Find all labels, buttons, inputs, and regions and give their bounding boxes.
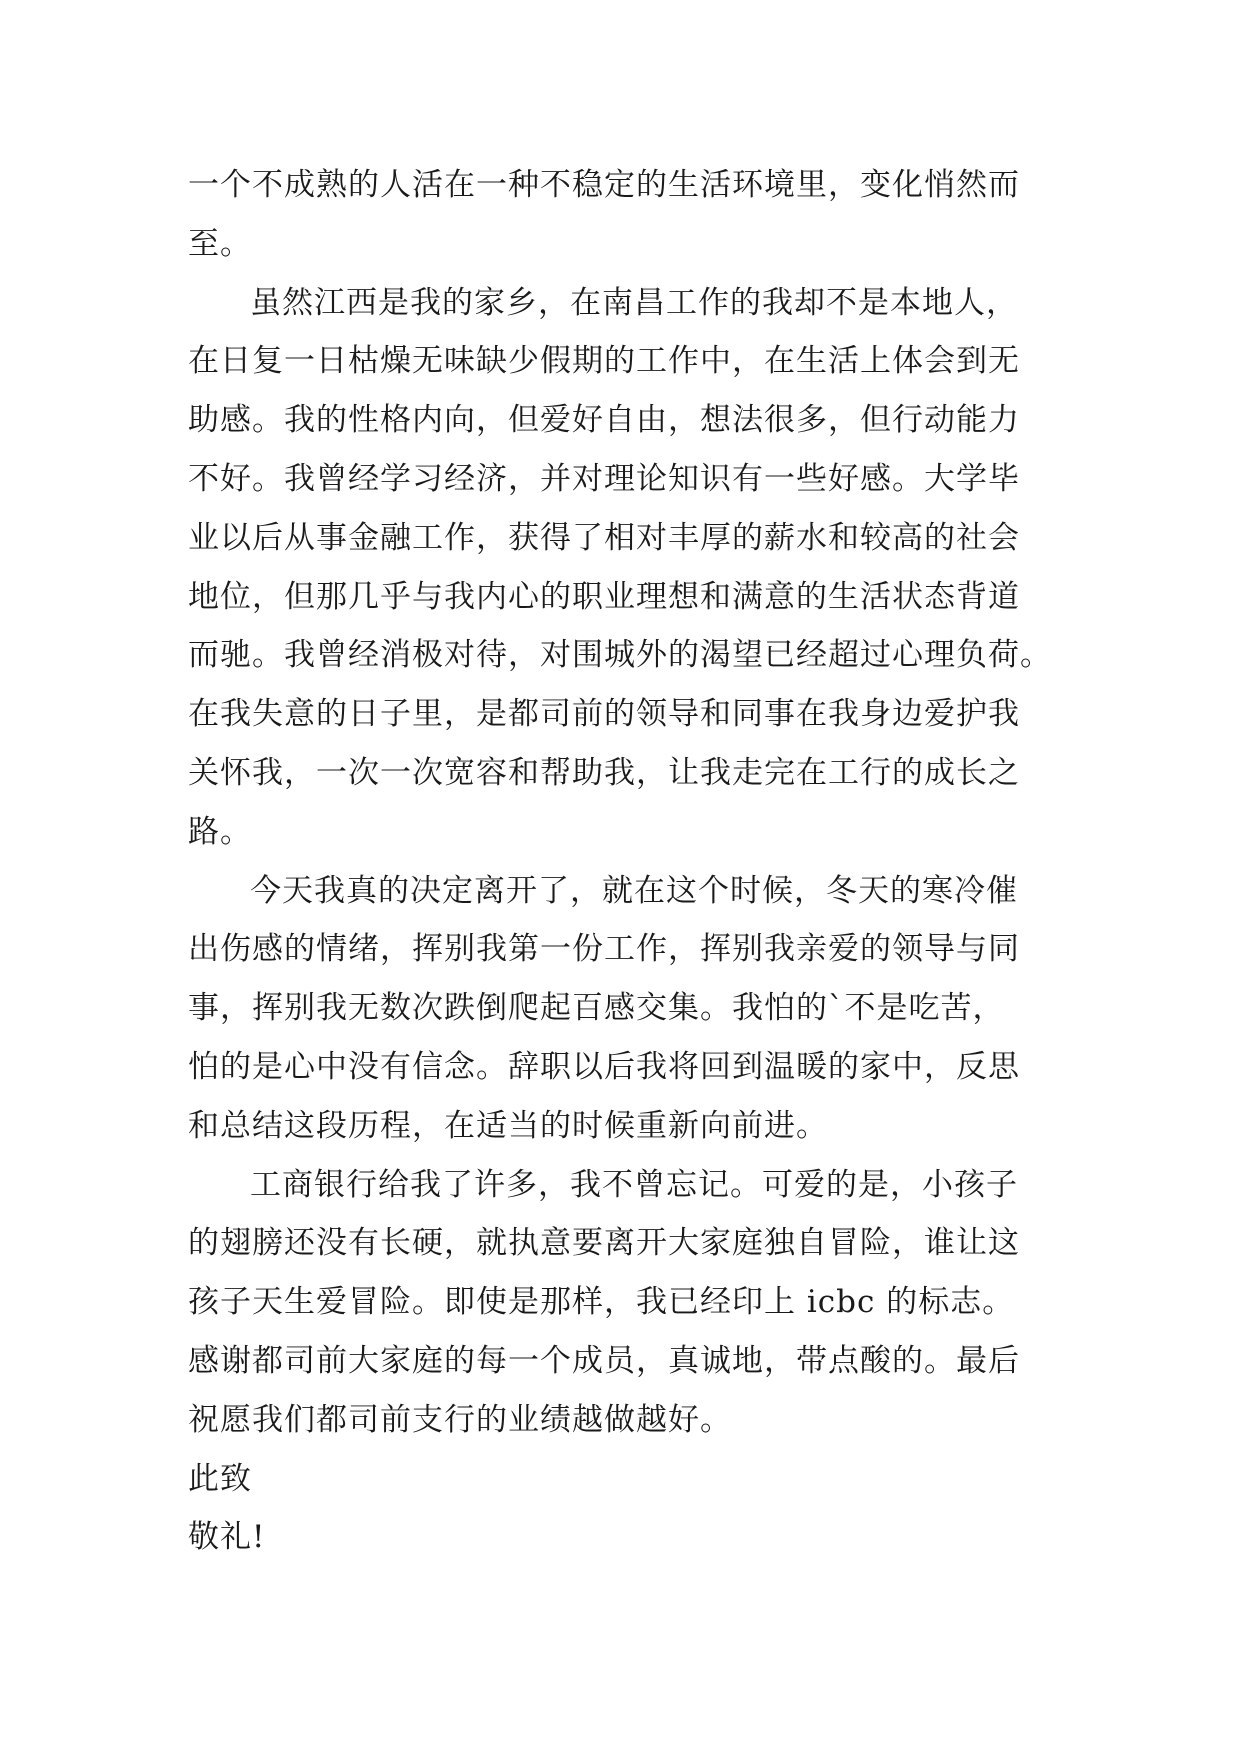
closing-regards	[188, 1508, 1068, 1567]
text-line: 关怀我，一次一次宽容和帮助我，让我走完在工行的成长之	[188, 754, 1020, 791]
paragraph-decision	[188, 862, 1068, 1156]
text-line: 怕的是心中没有信念。辞职以后我将回到温暖的家中，反思	[188, 1048, 1020, 1085]
text-line: 工商银行给我了许多，我不曾忘记。可爱的是，小孩子	[250, 1166, 1018, 1203]
text-line: 地位，但那几乎与我内心的职业理想和满意的生活状态背道	[188, 578, 1020, 615]
text-line: 路。	[188, 813, 252, 850]
text-line: 在我失意的日子里，是都司前的领导和同事在我身边爱护我	[188, 696, 1020, 733]
closing-salutation	[188, 1450, 1068, 1509]
text-line: 在日复一日枯燥无味缺少假期的工作中，在生活上体会到无	[188, 343, 1020, 380]
text-line: 业以后从事金融工作，获得了相对丰厚的薪水和较高的社会	[188, 519, 1020, 556]
text-line: 而驰。我曾经消极对待，对围城外的渴望已经超过心理负荷。	[188, 637, 1052, 674]
text-line: 不好。我曾经学习经济，并对理论知识有一些好感。大学毕	[188, 460, 1020, 497]
text-line: 孩子天生爱冒险。即使是那样，我已经印上 icbc 的标志。	[188, 1284, 1015, 1321]
text-line: 感谢都司前大家庭的每一个成员，真诚地，带点酸的。最后	[188, 1342, 1020, 1379]
paragraph-hometown	[188, 274, 1068, 862]
text-line: 敬礼!	[188, 1519, 266, 1556]
text-line: 虽然江西是我的家乡，在南昌工作的我却不是本地人，	[250, 284, 1018, 321]
text-line: 一个不成熟的人活在一种不稳定的生活环境里，变化悄然而	[188, 167, 1020, 203]
letter-body	[188, 156, 1068, 1567]
paragraph-gratitude	[188, 1156, 1068, 1450]
paragraph-opening	[188, 156, 1068, 274]
text-line: 和总结这段历程，在适当的时候重新向前进。	[188, 1107, 828, 1144]
text-line: 此致	[188, 1460, 252, 1497]
text-line: 助感。我的性格内向，但爱好自由，想法很多，但行动能力	[188, 402, 1020, 439]
text-line: 出伤感的情绪，挥别我第一份工作，挥别我亲爱的领导与同	[188, 931, 1020, 968]
text-line: 祝愿我们都司前支行的业绩越做越好。	[188, 1401, 732, 1438]
text-line: 的翅膀还没有长硬，就执意要离开大家庭独自冒险，谁让这	[188, 1225, 1020, 1262]
text-line: 至。	[188, 225, 252, 262]
text-line: 今天我真的决定离开了，就在这个时候，冬天的寒冷催	[250, 872, 1018, 909]
text-line: 事，挥别我无数次跌倒爬起百感交集。我怕的`不是吃苦，	[188, 990, 1005, 1027]
